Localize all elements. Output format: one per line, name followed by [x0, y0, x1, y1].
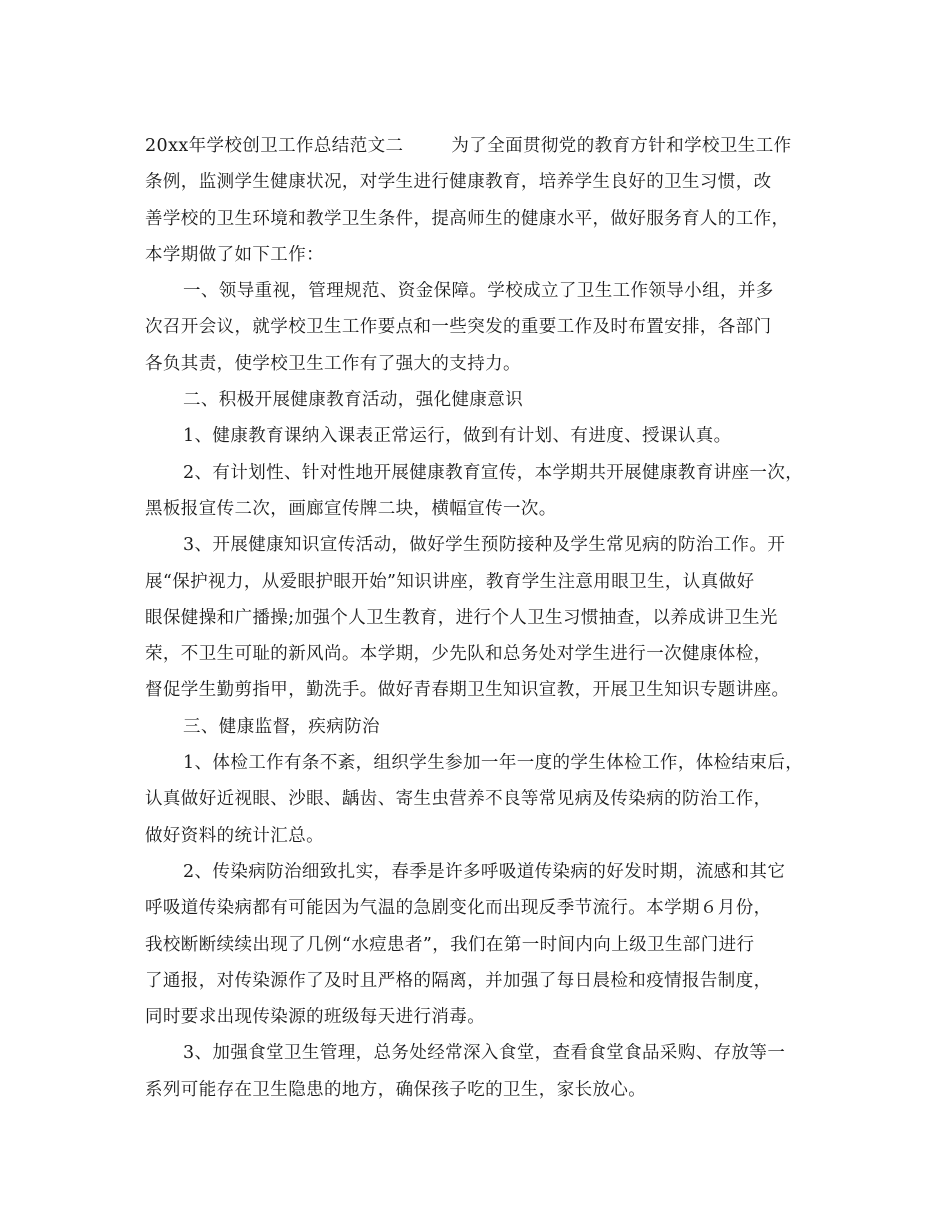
paragraph-line: 各负其责，使学校卫生工作有了强大的支持力。 — [145, 353, 521, 374]
paragraph-line: 荣，不卫生可耻的新风尚。本学期，少先队和总务处对学生进行一次健康体检， — [145, 644, 772, 665]
document-body — [145, 128, 810, 1108]
paragraph-line: 展“保护视力，从爱眼护眼开始”知识讲座，教育学生注意用眼卫生，认真做好 — [145, 571, 755, 592]
paragraph-line: 善学校的卫生环境和教学卫生条件，提高师生的健康水平，做好服务育人的工作， — [145, 208, 790, 229]
paragraph-line: 呼吸道传染病都有可能因为气温的急剧变化而出现反季节流行。本学期６月份， — [145, 898, 772, 919]
document-title: 20xx年学校创卫工作总结范文二 — [145, 136, 404, 156]
section-heading: 三、健康监督，疾病防治 — [183, 716, 380, 737]
list-item-line: 2、有计划性、针对性地开展健康教育宣传，本学期共开展健康教育讲座一次， — [183, 462, 804, 483]
paragraph-line: 我校断断续续出现了几例“水痘患者”，我们在第一时间内向上级卫生部门进行 — [145, 934, 755, 955]
paragraph-line: 做好资料的统计汇总。 — [145, 825, 324, 846]
title-line — [145, 128, 810, 164]
paragraph-line: 同时要求出现传染源的班级每天进行消毒。 — [145, 1007, 486, 1028]
list-item-line: 2、传染病防治细致扎实，春季是许多呼吸道传染病的好发时期，流感和其它 — [183, 861, 786, 882]
list-item-line: 3、加强食堂卫生管理，总务处经常深入食堂，查看食堂食品采购、存放等一 — [183, 1043, 786, 1064]
list-item-line: 3、开展健康知识宣传活动，做好学生预防接种及学生常见病的防治工作。开 — [183, 535, 786, 556]
paragraph-line: 认真做好近视眼、沙眼、龋齿、寄生虫营养不良等常见病及传染病的防治工作， — [145, 789, 772, 810]
list-item-line: 1、体检工作有条不紊，组织学生参加一年一度的学生体检工作，体检结束后， — [183, 753, 804, 774]
section-heading-line: 一、领导重视，管理规范、资金保障。学校成立了卫生工作领导小组，并多 — [183, 281, 774, 302]
paragraph-line: 系列可能存在卫生隐患的地方，确保孩子吃的卫生，家长放心。 — [145, 1079, 647, 1100]
paragraph-line: 了通报，对传染源作了及时且严格的隔离，并加强了每日晨检和疫情报告制度， — [145, 970, 772, 991]
section-heading: 二、积极开展健康教育活动，强化健康意识 — [183, 390, 524, 411]
paragraph-line: 督促学生勤剪指甲，勤洗手。做好青春期卫生知识宣教，开展卫生知识专题讲座。 — [145, 680, 790, 701]
paragraph-line: 眼保健操和广播操;加强个人卫生教育，进行个人卫生习惯抽查，以养成讲卫生光 — [145, 607, 778, 628]
paragraph-line: 本学期做了如下工作： — [145, 244, 324, 265]
paragraph-line: 次召开会议，就学校卫生工作要点和一些突发的重要工作及时布置安排，各部门 — [145, 317, 772, 338]
paragraph-line: 黑板报宣传二次，画廊宣传牌二块，横幅宣传一次。 — [145, 498, 557, 519]
paragraph-text: 为了全面贯彻党的教育方针和学校卫生工作 — [451, 136, 792, 156]
paragraph-line: 条例，监测学生健康状况，对学生进行健康教育，培养学生良好的卫生习惯，改 — [145, 172, 772, 193]
list-item-line: 1、健康教育课纳入课表正常运行，做到有计划、有进度、授课认真。 — [183, 426, 732, 447]
